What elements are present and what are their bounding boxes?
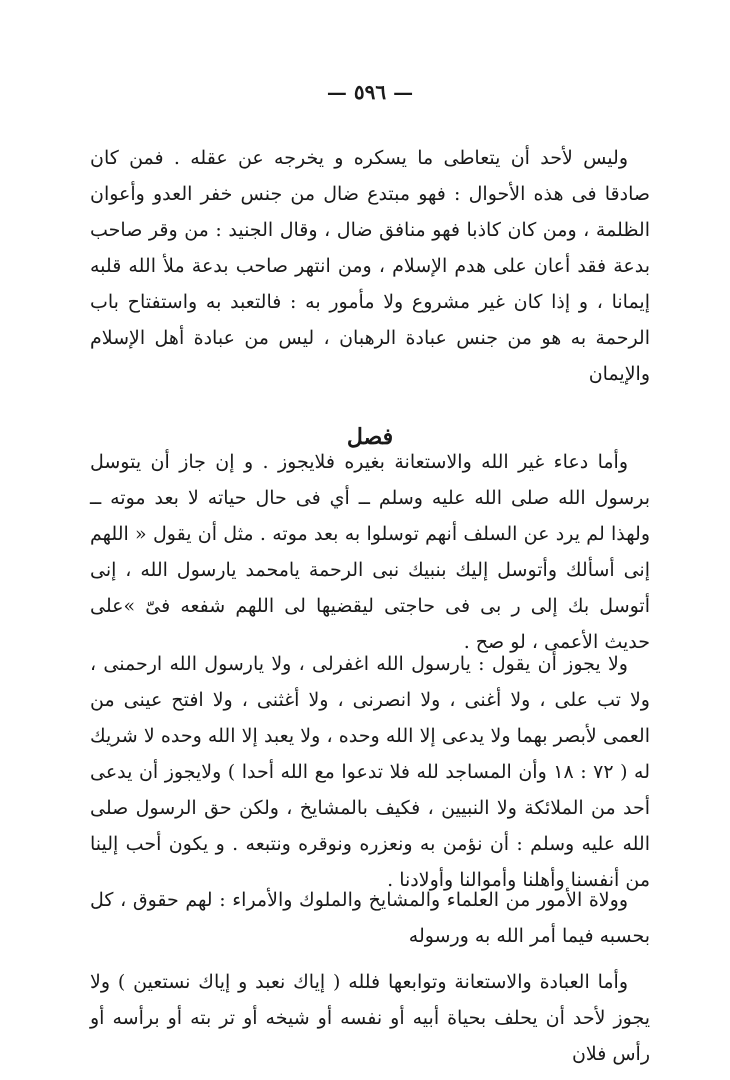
paragraph-forbidden-supplication: ولا يجوز أن يقول : يارسول الله اغفرلى ، ولا يارسول الله ارحمنى ، ولا تب على ، ولا أغنى ، ولا انصرنى ، ولا أغثنى ، ولا افتح عينى من العمى لأبصر بهما ولا يدعى إلا الله وحده ، ولا يعبد إلا الله وحده لا شريك له ( ٧٢ : ١٨ وأن المساجد لله فلا تدعوا مع الله أحدا ) ولايجوز أن يدعى أحد من الملائكة ولا النبيين ، فكيف بالمشايخ ، ولكن حق الرسول صلى الله عليه وسلم : أن نؤمن به ونعزره ونوقره ونتبعه . و يكون أحب إلينا من أنفسنا وأهلنا وأموالنا وأولادنا . xyxy=(90,653,651,891)
book-page xyxy=(90,0,650,1080)
page-number: — ٥٩٦ — xyxy=(326,80,414,104)
paragraph-supplication-intercession: وأما دعاء غير الله والاستعانة بغيره فلايجوز . و إن جاز أن يتوسل برسول الله صلى الله عليه وسلم ــ أي فى حال حياته لا بعد موته ــ ولهذا لم يرد عن السلف أنهم توسلوا به بعد موته . مثل أن يقول « اللهم إنى أسألك وأتوسل إليك بنبيك نبى الرحمة يامحمد يارسول الله ، إنى أتوسل بك إلى ر بى فى حاجتى ليقضيها لى اللهم شفعه فىّ »على حديث الأعمى ، لو صح . xyxy=(90,451,651,653)
paragraph-sobriety-innovation: وليس لأحد أن يتعاطى ما يسكره و يخرجه عن عقله . فمن كان صادقا فى هذه الأحوال : فهو مبتدع ضال من جنس خفر العدو وأعوان الظلمة ، ومن كان كاذبا فهو منافق ضال ، وقال الجنيد : من وقر صاحب بدعة فقد أعان على هدم الإسلام ، ومن انتهر صاحب بدعة ملأ الله قلبه إيمانا ، و إذا كان غير مشروع ولا مأمور به : فالتعبد به واستفتاح باب الرحمة به هو من جنس عبادة الرهبان ، ليس من عبادة أهل الإسلام والإيمان xyxy=(90,147,650,385)
section-heading: فصل xyxy=(346,424,394,450)
paragraph-worship-oaths: وأما العبادة والاستعانة وتوابعها فلله ( إياك نعبد و إياك نستعين ) ولا يجوز لأحد أن يحلف بحياة أبيه أو نفسه أو شيخه أو تر بته أو برأسه أو رأس فلان xyxy=(90,971,650,1065)
paragraph-rulers-rights: وولاة الأمور من العلماء والمشايخ والملوك والأمراء : لهم حقوق ، كل بحسبه فيما أمر الله به ورسوله xyxy=(90,889,650,947)
